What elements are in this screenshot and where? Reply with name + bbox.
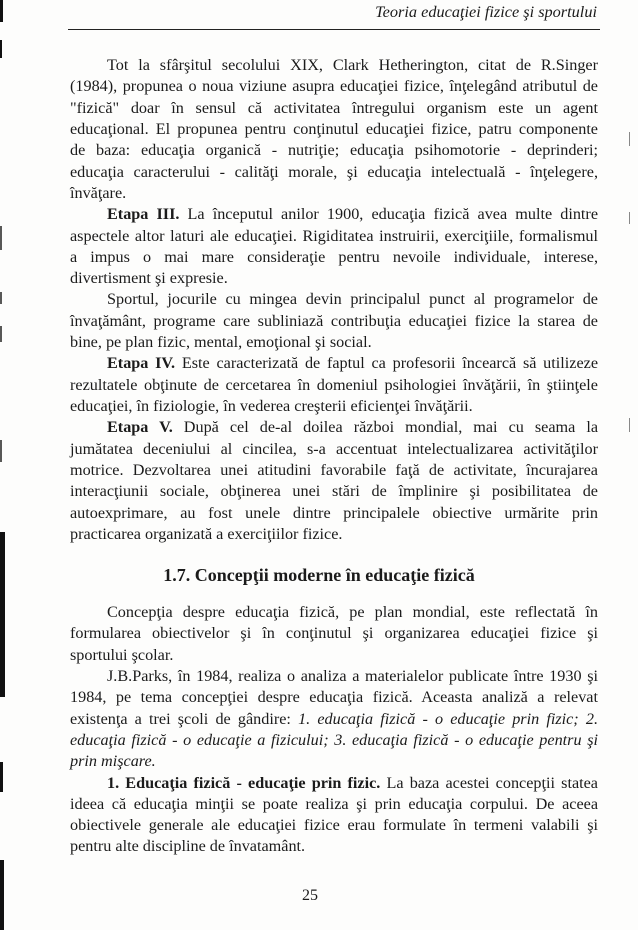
scan-edge-mark — [0, 326, 2, 342]
scan-edge-mark — [0, 860, 4, 930]
text-line: de baza: educaţia organică - nutriţie; educaţia psihomotorie - deprinderi; — [70, 141, 598, 160]
text-line: Tot la sfârşitul secolului XIX, Clark Hetherington, citat de R.Singer — [107, 56, 598, 74]
text-line — [70, 709, 598, 730]
italic-phrase: 1. educaţia fizică - o educaţie prin fizic; 2. — [298, 709, 598, 728]
scan-edge-mark — [0, 532, 5, 697]
stage-label: Etapa V. — [107, 418, 173, 437]
scan-edge-mark — [0, 292, 2, 304]
line-text: existenţa a trei şcoli de gândire: — [70, 709, 299, 728]
text-line — [70, 353, 598, 374]
line-text: După cel de-al doilea război mondial, mai cu seama la — [172, 418, 599, 437]
line-text: La începutul anilor 1900, educaţia fizică avea multe dintre — [179, 205, 599, 224]
section-heading: 1.7. Concepţii moderne în educaţie fizică — [163, 565, 475, 585]
text-block-history — [70, 55, 598, 545]
text-line: (1984), propunea o noua viziune asupra educaţiei fizice, înţelegând atributul de — [70, 77, 598, 96]
text-line: rezultatele obţinute de cercetarea în domeniul psihologiei învăţării, în ştiinţele — [70, 375, 598, 394]
text-line — [70, 204, 598, 225]
text-line — [70, 773, 598, 794]
text-line: 1984, pe tema concepţiei despre educaţia fizică. Aceasta analiză a relevat — [70, 688, 598, 707]
text-line: "fizică" doar în sensul că activitatea întregului organism este un agent — [70, 98, 598, 117]
text-line: educaţia fizică - o educaţie a fizicului; 3. educaţia fizică - o educaţie pentru şi — [70, 730, 598, 749]
scan-edge-mark — [0, 762, 3, 792]
scan-edge-mark — [0, 440, 2, 462]
text-line: educaţia caracterului - calităţi morale, şi educaţia intelectuală - înţelegere, — [70, 162, 598, 181]
text-line: divertisment şi expresie. — [70, 269, 228, 288]
scan-edge-mark — [629, 418, 631, 432]
text-line — [70, 417, 598, 438]
text-line: Sportul, jocurile cu mingea devin principalul punct al programelor de — [107, 290, 598, 309]
subsection-label: 1. Educaţia fizică - educaţie prin fizic. — [107, 773, 381, 792]
text-line: învăţare. — [70, 183, 127, 202]
scan-edge-mark — [629, 212, 631, 224]
scan-edge-mark — [0, 40, 2, 58]
text-line: educaţional. El propunea pentru conţinutul educaţiei fizice, patru componente — [70, 119, 598, 138]
header-rule — [68, 29, 600, 30]
text-line: educaţiei, în fiziologie, în vederea creşterii eficienţei învăţării. — [70, 397, 473, 415]
text-line: motrice. Dezvoltarea unei atitudini favorabile faţă de activitate, încurajarea — [70, 460, 598, 479]
stage-label: Etapa IV. — [107, 354, 176, 373]
text-line: Concepţia despre educaţia fizică, pe plan mondial, este reflectată în — [107, 603, 598, 621]
text-line: obiectivele generale ale educaţiei fizice erau formulate în termeni valabili şi — [70, 816, 598, 835]
page-number: 25 — [302, 887, 318, 904]
text-line: jumătatea deceniului al cincilea, s-a accentuat intelectualizarea activităţilor — [70, 439, 598, 458]
text-line: învaţământ, programe care subliniază contribuţia educaţiei fizice la starea de — [70, 311, 598, 330]
stage-label: Etapa III. — [107, 205, 180, 224]
text-line: formularea obiectivelor şi în conţinutul şi organizarea educaţiei fizice şi — [70, 624, 598, 643]
text-block-modern-concepts — [70, 602, 598, 858]
line-text: La baza acestei concepţii statea — [380, 773, 598, 792]
scan-edge-mark — [629, 132, 631, 146]
text-line: prin mişcare. — [70, 752, 156, 771]
text-line: interacţiunii sociale, obţinerea unei stări de împlinire şi posibilitatea de — [70, 482, 598, 501]
running-header: Teoria educaţiei fizice şi sportului — [375, 2, 597, 21]
text-line: a impus o mai mare consideraţie pentru nevoile individuale, interese, — [70, 247, 598, 266]
line-text: Este caracterizată de faptul ca profesorii încearcă să utilizeze — [175, 354, 598, 373]
text-line: J.B.Parks, în 1984, realiza o analiza a materialelor publicate între 1930 şi — [107, 666, 598, 685]
text-line: autoexprimare, au fost unele dintre principalele obiective urmărite prin — [70, 503, 598, 522]
text-line: pentru alte discipline de învatamânt. — [70, 837, 306, 856]
text-line: ideea că educaţia minţii se poate realiza şi prin educaţia corpului. De aceea — [70, 794, 598, 813]
scan-edge-mark — [0, 226, 2, 250]
text-line: aspectele altor laturi ale educaţiei. Rigiditatea instruirii, exerciţiile, formalismul — [70, 226, 598, 245]
text-line: bine, pe plan fizic, mental, emoţional şi social. — [70, 333, 372, 352]
text-line: practicarea organizată a exerciţiilor fizice. — [70, 524, 343, 543]
scan-edge-mark — [0, 0, 3, 22]
text-line: sportului şcolar. — [70, 645, 174, 664]
